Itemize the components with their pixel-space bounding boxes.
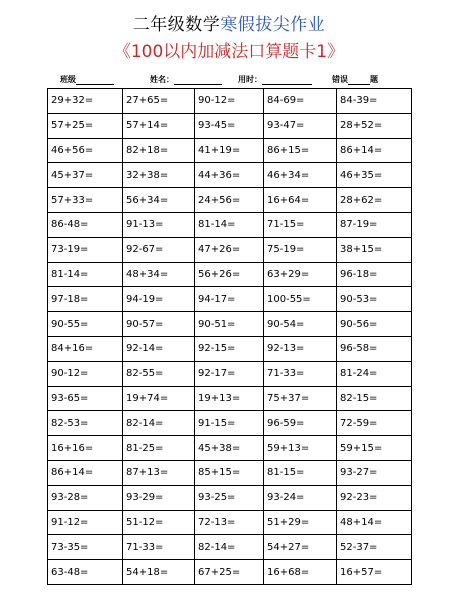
- problem-cell: 72-59=: [337, 411, 412, 436]
- problem-cell: 41+19=: [195, 138, 264, 163]
- class-blank[interactable]: [76, 75, 114, 85]
- problem-cell: 75+37=: [264, 386, 337, 411]
- problem-cell: 47+26=: [195, 237, 264, 262]
- problem-cell: 28+62=: [337, 188, 412, 213]
- name-field[interactable]: [150, 74, 222, 85]
- problem-cell: 86+14=: [337, 138, 412, 163]
- problem-row: [48, 138, 412, 163]
- name-label: 姓名：: [150, 75, 174, 84]
- problem-cell: 90-53=: [337, 287, 412, 312]
- problem-cell: 92-17=: [195, 361, 264, 386]
- problem-cell: 16+57=: [337, 560, 412, 585]
- problem-cell: 90-57=: [123, 312, 195, 337]
- problem-row: [48, 386, 412, 411]
- problem-cell: 93-25=: [195, 485, 264, 510]
- problem-cell: 84-39=: [337, 89, 412, 114]
- problem-row: [48, 237, 412, 262]
- problem-row: [48, 535, 412, 560]
- problem-cell: 85+15=: [195, 460, 264, 485]
- problem-cell: 92-15=: [195, 336, 264, 361]
- student-info-row: [0, 74, 458, 88]
- problem-cell: 16+68=: [264, 560, 337, 585]
- problem-cell: 63+29=: [264, 262, 337, 287]
- problem-cell: 57+14=: [123, 113, 195, 138]
- problem-cell: 93-24=: [264, 485, 337, 510]
- problem-cell: 91-13=: [123, 212, 195, 237]
- problem-cell: 87-19=: [337, 212, 412, 237]
- problem-cell: 72-13=: [195, 510, 264, 535]
- problem-cell: 87+13=: [123, 460, 195, 485]
- problem-cell: 27+65=: [123, 89, 195, 114]
- problem-cell: 90-12=: [48, 361, 123, 386]
- problem-cell: 91-12=: [48, 510, 123, 535]
- title-homework-text: 寒假拔尖作业: [220, 15, 326, 35]
- problem-cell: 82+18=: [123, 138, 195, 163]
- problem-cell: 19+13=: [195, 386, 264, 411]
- problem-row: [48, 212, 412, 237]
- problem-cell: 96-59=: [264, 411, 337, 436]
- wrong-label: 错误: [332, 75, 348, 84]
- problem-cell: 82-55=: [123, 361, 195, 386]
- problem-cell: 100-55=: [264, 287, 337, 312]
- problem-cell: 82-15=: [337, 386, 412, 411]
- problem-cell: 32+38=: [123, 163, 195, 188]
- problem-cell: 86+15=: [264, 138, 337, 163]
- problem-cell: 59+13=: [264, 436, 337, 461]
- problem-cell: 92-23=: [337, 485, 412, 510]
- problem-cell: 75-19=: [264, 237, 337, 262]
- problem-cell: 52-37=: [337, 535, 412, 560]
- problem-cell: 24+56=: [195, 188, 264, 213]
- problem-row: [48, 485, 412, 510]
- problem-cell: 82-14=: [195, 535, 264, 560]
- class-label: 班级: [60, 75, 76, 84]
- problem-cell: 90-51=: [195, 312, 264, 337]
- problem-row: [48, 262, 412, 287]
- problem-cell: 59+15=: [337, 436, 412, 461]
- time-label: 用时：: [238, 75, 262, 84]
- problem-cell: 48+14=: [337, 510, 412, 535]
- problem-cell: 67+25=: [195, 560, 264, 585]
- page-title: [0, 14, 458, 36]
- problem-cell: 54+27=: [264, 535, 337, 560]
- problem-cell: 86+14=: [48, 460, 123, 485]
- problem-cell: 92-13=: [264, 336, 337, 361]
- problem-grid-body: [48, 89, 412, 585]
- problem-cell: 94-19=: [123, 287, 195, 312]
- problem-row: [48, 510, 412, 535]
- problem-row: [48, 560, 412, 585]
- problem-cell: 82-14=: [123, 411, 195, 436]
- problem-cell: 71-33=: [264, 361, 337, 386]
- problem-cell: 84-69=: [264, 89, 337, 114]
- problem-cell: 28+52=: [337, 113, 412, 138]
- problem-cell: 81-24=: [337, 361, 412, 386]
- problem-cell: 57+25=: [48, 113, 123, 138]
- problem-cell: 81-15=: [264, 460, 337, 485]
- problem-row: [48, 436, 412, 461]
- wrong-count-blank[interactable]: [348, 75, 370, 85]
- problem-cell: 45+37=: [48, 163, 123, 188]
- problem-row: [48, 188, 412, 213]
- time-field[interactable]: [238, 74, 312, 85]
- problem-cell: 29+32=: [48, 89, 123, 114]
- problem-cell: 73-19=: [48, 237, 123, 262]
- problem-cell: 51+29=: [264, 510, 337, 535]
- problem-cell: 86-48=: [48, 212, 123, 237]
- problem-cell: 93-27=: [337, 460, 412, 485]
- problem-cell: 48+34=: [123, 262, 195, 287]
- problem-cell: 71-33=: [123, 535, 195, 560]
- class-field[interactable]: [60, 74, 114, 85]
- problem-cell: 93-47=: [264, 113, 337, 138]
- problem-cell: 56+34=: [123, 188, 195, 213]
- problem-row: [48, 361, 412, 386]
- time-blank[interactable]: [262, 75, 312, 85]
- problem-cell: 93-65=: [48, 386, 123, 411]
- problem-cell: 54+18=: [123, 560, 195, 585]
- problem-cell: 94-17=: [195, 287, 264, 312]
- problem-cell: 93-29=: [123, 485, 195, 510]
- problem-cell: 81-14=: [195, 212, 264, 237]
- problem-cell: 38+15=: [337, 237, 412, 262]
- problem-cell: 57+33=: [48, 188, 123, 213]
- problem-cell: 90-54=: [264, 312, 337, 337]
- page-subtitle: 《100以内加减法口算题卡1》: [113, 42, 345, 62]
- problem-cell: 73-35=: [48, 535, 123, 560]
- problem-cell: 92-67=: [123, 237, 195, 262]
- problem-cell: 46+56=: [48, 138, 123, 163]
- problem-row: [48, 163, 412, 188]
- problem-cell: 81-14=: [48, 262, 123, 287]
- problem-cell: 46+34=: [264, 163, 337, 188]
- title-grade-text: 二年级数学: [132, 15, 221, 35]
- problem-row: [48, 460, 412, 485]
- problem-cell: 90-55=: [48, 312, 123, 337]
- problem-cell: 45+38=: [195, 436, 264, 461]
- problem-cell: 71-15=: [264, 212, 337, 237]
- problem-cell: 92-14=: [123, 336, 195, 361]
- problem-cell: 90-56=: [337, 312, 412, 337]
- problem-cell: 16+16=: [48, 436, 123, 461]
- problem-row: [48, 89, 412, 114]
- name-blank[interactable]: [174, 75, 222, 85]
- problem-cell: 96-58=: [337, 336, 412, 361]
- problem-cell: 63-48=: [48, 560, 123, 585]
- problem-row: [48, 336, 412, 361]
- problem-cell: 16+64=: [264, 188, 337, 213]
- problem-cell: 19+74=: [123, 386, 195, 411]
- problem-cell: 56+26=: [195, 262, 264, 287]
- question-unit-label: 题: [370, 75, 378, 84]
- wrong-count-field[interactable]: [332, 74, 378, 85]
- problem-cell: 93-28=: [48, 485, 123, 510]
- problem-row: [48, 411, 412, 436]
- problem-cell: 93-45=: [195, 113, 264, 138]
- problem-cell: 81-25=: [123, 436, 195, 461]
- problem-row: [48, 312, 412, 337]
- problem-row: [48, 113, 412, 138]
- problem-cell: 44+36=: [195, 163, 264, 188]
- problem-grid: [47, 88, 412, 585]
- problem-cell: 96-18=: [337, 262, 412, 287]
- problem-cell: 97-18=: [48, 287, 123, 312]
- problem-cell: 46+35=: [337, 163, 412, 188]
- problem-cell: 82-53=: [48, 411, 123, 436]
- problem-cell: 90-12=: [195, 89, 264, 114]
- problem-cell: 84+16=: [48, 336, 123, 361]
- problem-cell: 91-15=: [195, 411, 264, 436]
- problem-row: [48, 287, 412, 312]
- problem-cell: 51-12=: [123, 510, 195, 535]
